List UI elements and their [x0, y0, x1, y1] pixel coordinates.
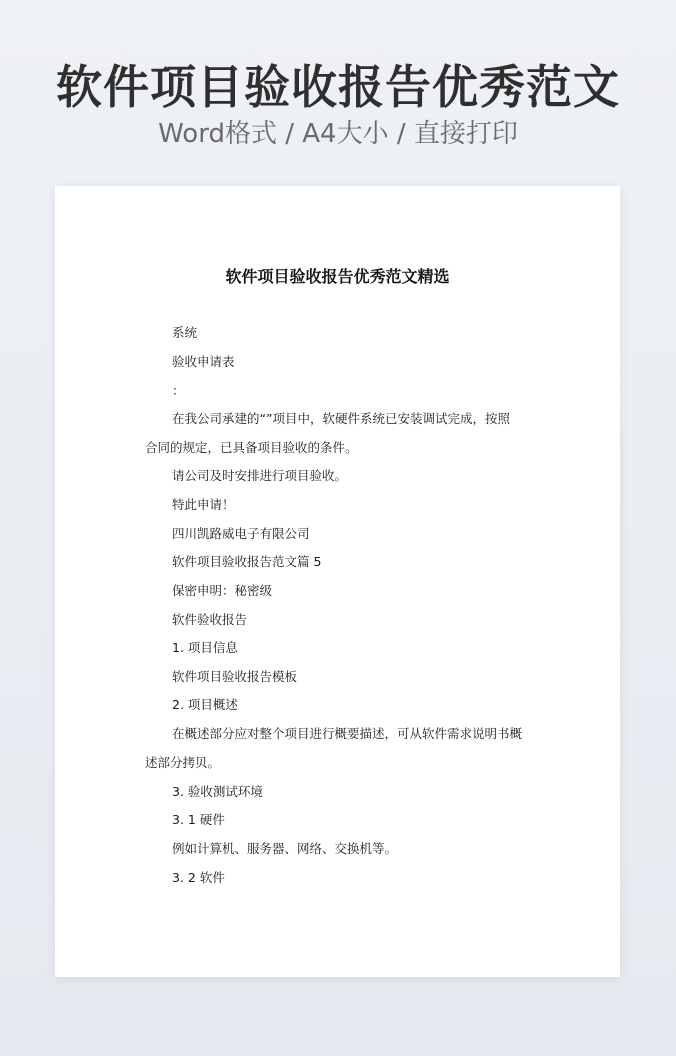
doc-line: 3. 1 硬件	[172, 812, 225, 827]
document-title: 软件项目验收报告优秀范文精选	[225, 267, 450, 286]
doc-line: 3. 2 软件	[172, 870, 225, 885]
doc-line: 请公司及时安排进行项目验收。	[172, 468, 348, 483]
doc-line: 例如计算机、服务器、网络、交换机等。	[172, 841, 398, 856]
doc-line: 验收申请表	[172, 354, 235, 369]
doc-line: 软件项目验收报告模板	[172, 669, 298, 684]
doc-line: 特此申请！	[172, 497, 235, 512]
banner-subtitle: Word格式 / A4大小 / 直接打印	[158, 119, 518, 149]
doc-line: 3. 验收测试环境	[172, 784, 263, 799]
doc-line: 软件项目验收报告范文篇 5	[172, 554, 322, 569]
doc-line: 在我公司承建的“”项目中，软硬件系统已安装调试完成，按照	[172, 411, 510, 426]
doc-line: 系统	[172, 325, 198, 340]
document-page	[55, 186, 620, 977]
doc-line: 1. 项目信息	[172, 640, 238, 655]
doc-line: 软件验收报告	[172, 612, 248, 627]
doc-line: 在概述部分应对整个项目进行概要描述，可从软件需求说明书概	[172, 726, 523, 741]
doc-line: 述部分拷贝。	[145, 755, 221, 770]
doc-line: 四川凯路威电子有限公司	[172, 526, 310, 541]
doc-line: ：	[172, 383, 185, 398]
banner-title: 软件项目验收报告优秀范文	[56, 60, 620, 114]
doc-line: 合同的规定，已具备项目验收的条件。	[145, 440, 358, 455]
doc-line: 2. 项目概述	[172, 697, 238, 712]
doc-line: 保密申明：秘密级	[172, 583, 273, 598]
